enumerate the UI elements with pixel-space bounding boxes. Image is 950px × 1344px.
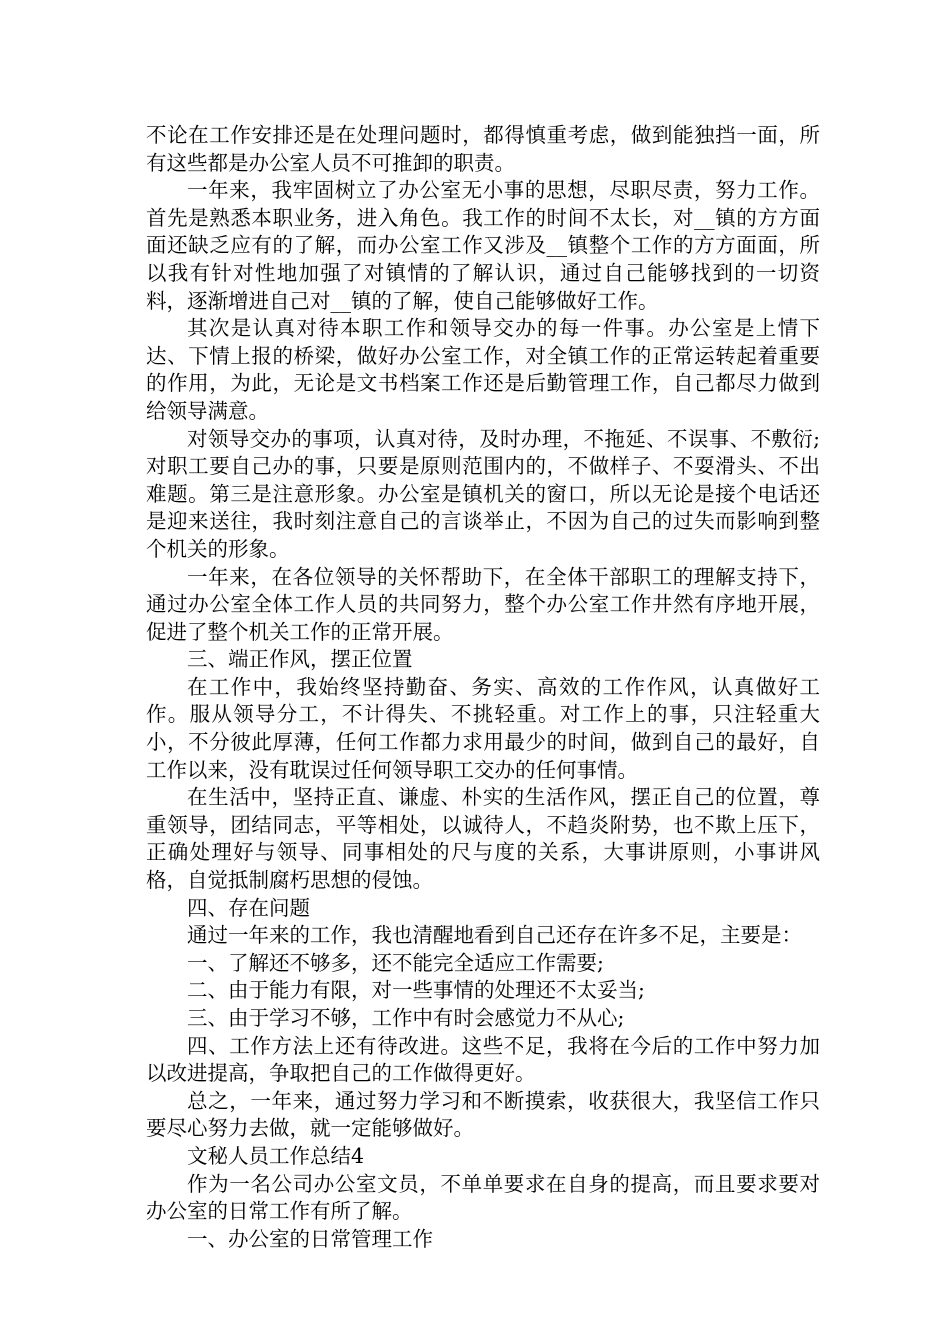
paragraph-2: 一年来，我牢固树立了办公室无小事的思想，尽职尽责，努力工作。首先是熟悉本职业务，进入角色。我工作的时间不太长，对__镇的方方面面还缺乏应有的了解，而办公室工作又涉及__镇整个工作的方方面面，所以我有针对性地加强了对镇情的了解认识，通过自己能够找到的一切资料，逐渐增进自己对__镇的了解，使自己能够做好工作。 [146, 178, 820, 313]
paragraph-15: 总之，一年来，通过努力学习和不断摸索，收获很大，我坚信工作只要尽心努力去做，就一定能够做好。 [146, 1088, 820, 1141]
paragraph-17: 作为一名公司办公室文员，不单单要求在自身的提高，而且要求要对办公室的日常工作有所了解。 [146, 1171, 820, 1224]
paragraph-3: 其次是认真对待本职工作和领导交办的每一件事。办公室是上情下达、下情上报的桥梁，做好办公室工作，对全镇工作的正常运转起着重要的作用，为此，无论是文书档案工作还是后勤管理工作，自己都尽力做到给领导满意。 [146, 316, 820, 423]
list-item-3: 三、由于学习不够，工作中有时会感觉力不从心; [187, 1006, 625, 1030]
document-body [146, 122, 820, 1253]
list-item-2: 二、由于能力有限，对一些事情的处理还不太妥当; [187, 978, 645, 1003]
paragraph-5: 一年来，在各位领导的关怀帮助下，在全体干部职工的理解支持下，通过办公室全体工作人员的共同努力，整个办公室工作井然有序地开展，促进了整个机关工作的正常开展。 [146, 564, 820, 644]
paragraph-10: 通过一年来的工作，我也清醒地看到自己还存在许多不足，主要是： [187, 923, 802, 948]
section-heading-3: 三、端正作风，摆正位置 [187, 647, 413, 672]
list-item-4: 四、工作方法上还有待改进。这些不足，我将在今后的工作中努力加以改进提高，争取把自己的工作做得更好。 [146, 1033, 820, 1086]
section-heading-4: 四、存在问题 [187, 895, 310, 920]
article-title: 文秘人员工作总结4 [187, 1143, 365, 1168]
list-item-1: 一、了解还不够多，还不能完全适应工作需要; [187, 950, 604, 975]
section-heading-1: 一、办公室的日常管理工作 [187, 1226, 433, 1251]
paragraph-8: 在生活中，坚持正直、谦虚、朴实的生活作风，摆正自己的位置，尊重领导，团结同志，平等相处，以诚待人，不趋炎附势，也不欺上压下，正确处理好与领导、同事相处的尺与度的关系，大事讲原则，小事讲风格，自觉抵制腐朽思想的侵蚀。 [146, 785, 820, 893]
paragraph-4: 对领导交办的事项，认真对待，及时办理，不拖延、不误事、不敷衍;对职工要自己办的事，只要是原则范围内的，不做样子、不耍滑头、不出难题。第三是注意形象。办公室是镇机关的窗口，所以无论是接个电话还是迎来送往，我时刻注意自己的言谈举止，不因为自己的过失而影响到整个机关的形象。 [146, 426, 820, 561]
paragraph-7: 在工作中，我始终坚持勤奋、务实、高效的工作作风，认真做好工作。服从领导分工，不计得失、不挑轻重。对工作上的事，只注轻重大小，不分彼此厚薄，任何工作都力求用最少的时间，做到自己的最好，自工作以来，没有耽误过任何领导职工交办的任何事情。 [146, 674, 820, 782]
paragraph-1: 不论在工作安排还是在处理问题时，都得慎重考虑，做到能独挡一面，所有这些都是办公室人员不可推卸的职责。 [146, 123, 820, 175]
